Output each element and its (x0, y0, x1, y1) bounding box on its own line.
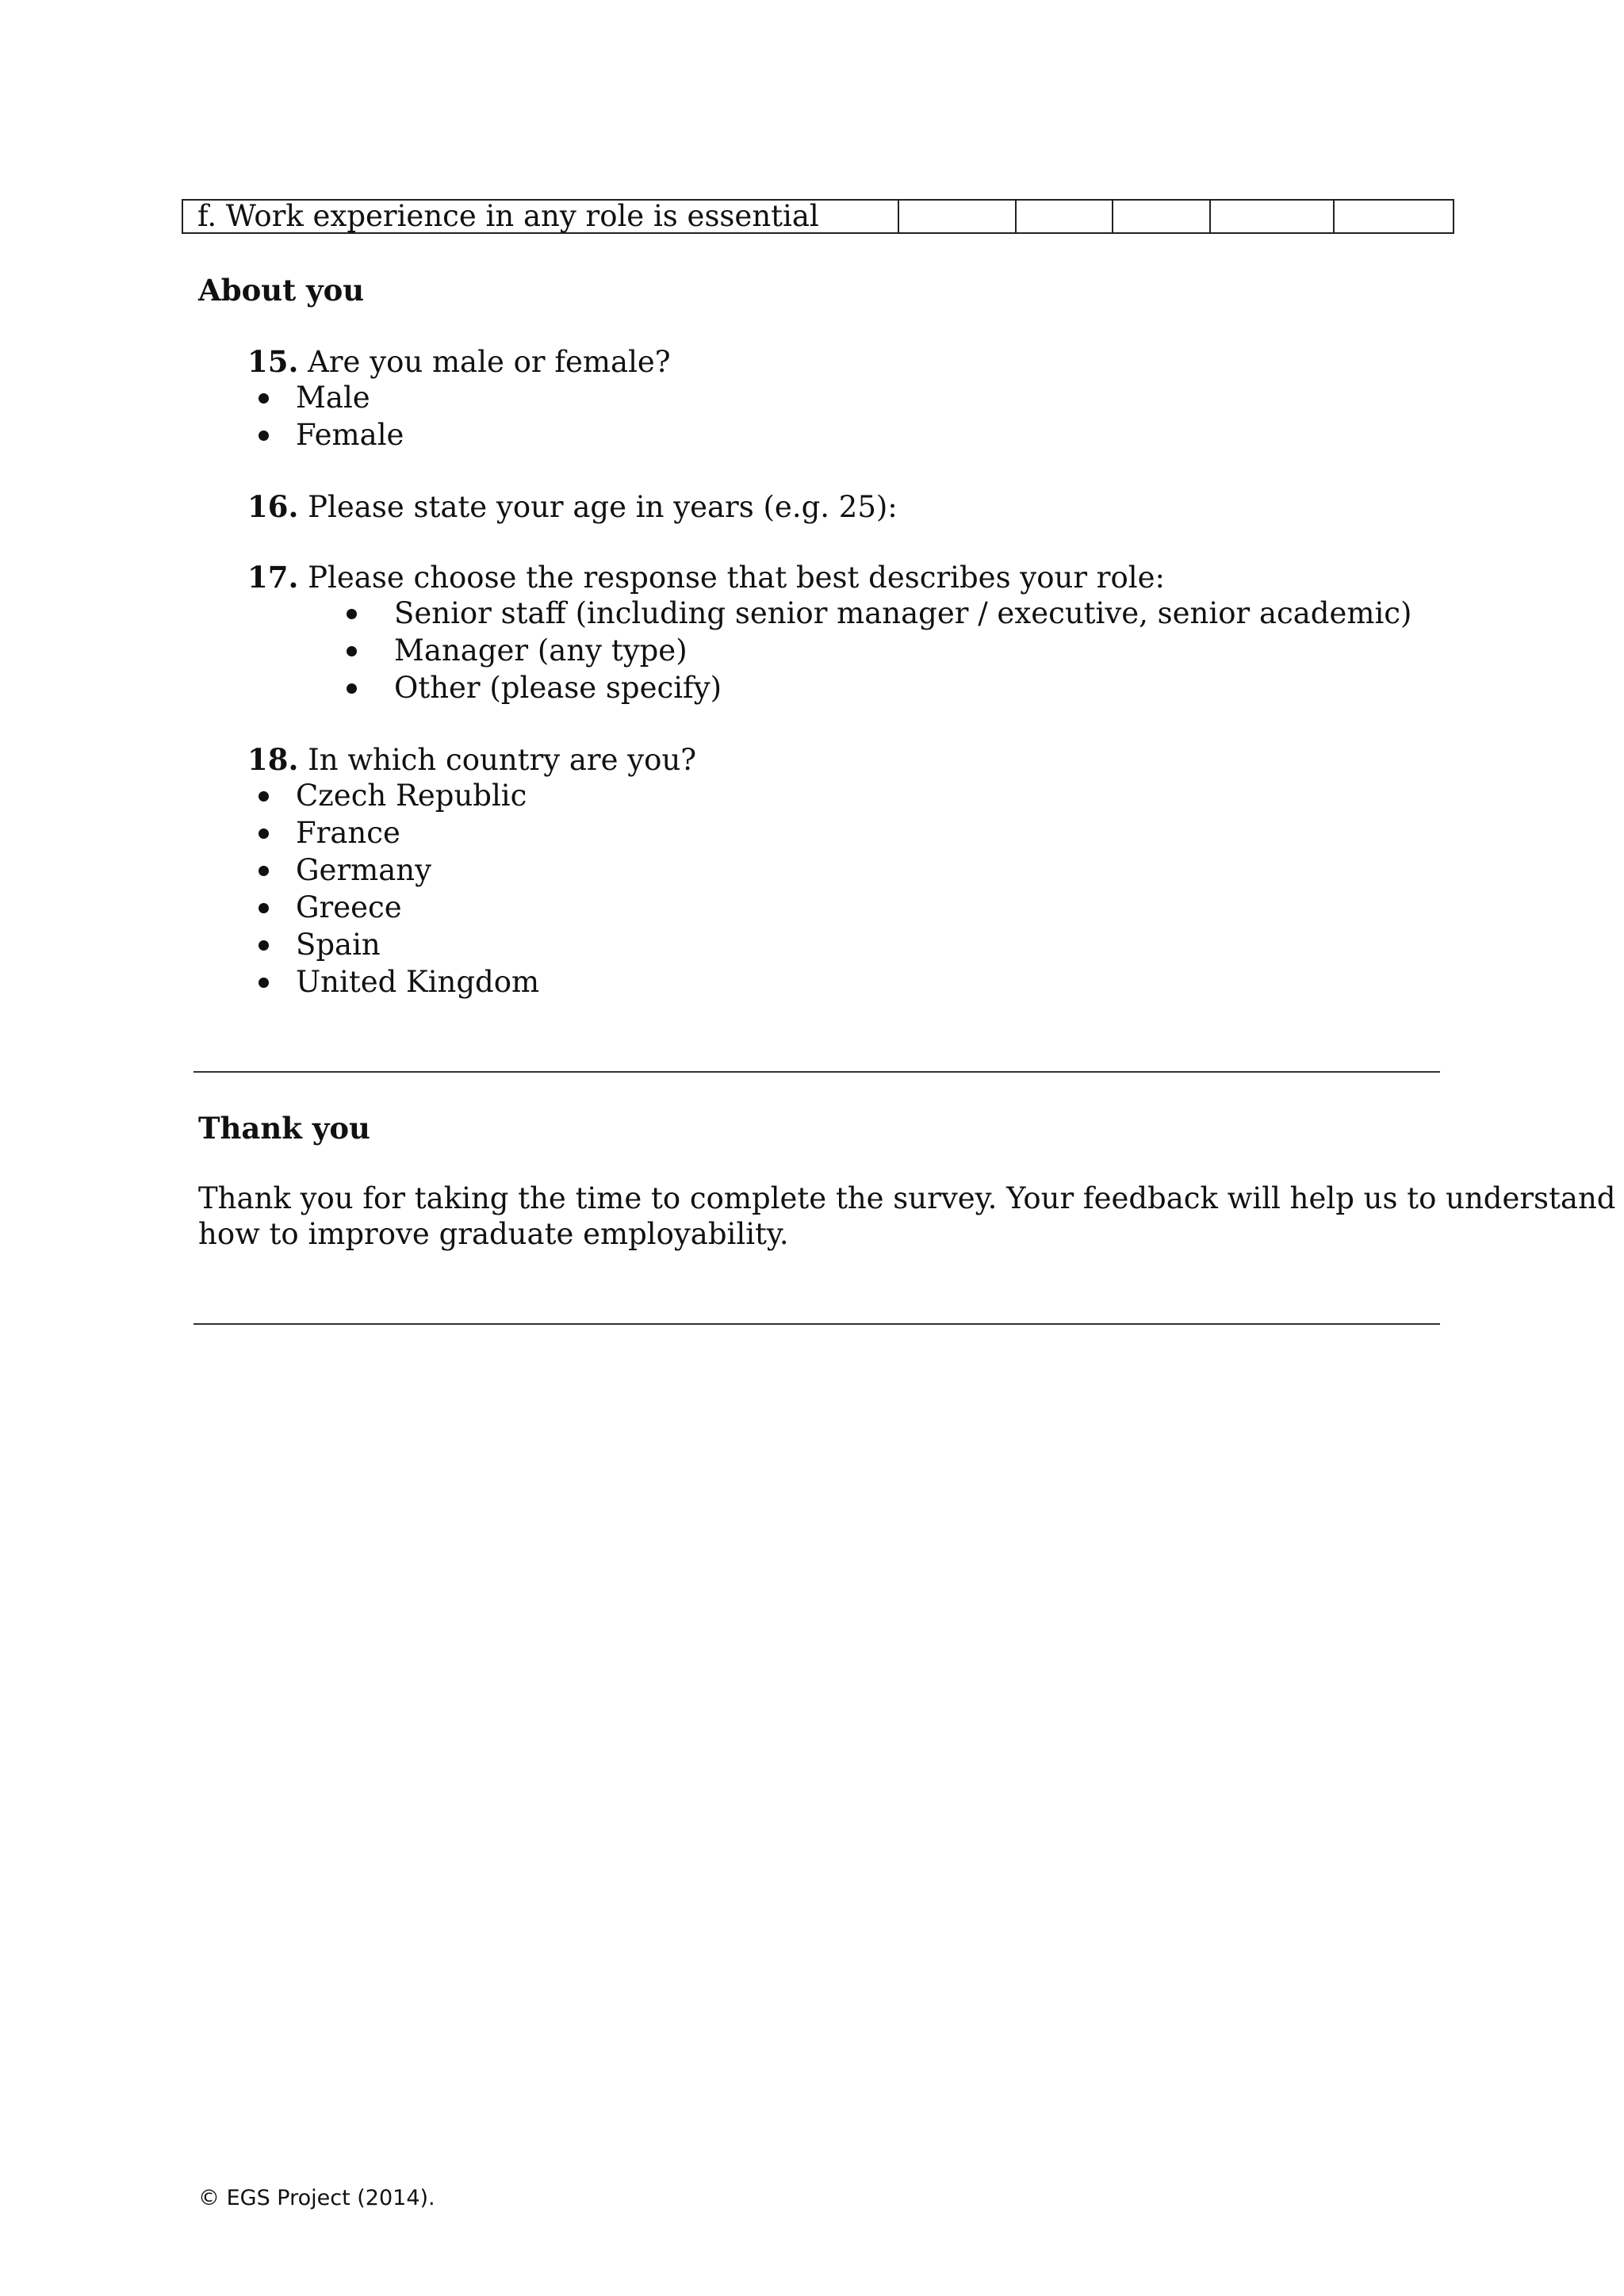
option-germany[interactable]: Germany (296, 853, 432, 887)
question-number: 17. (247, 560, 299, 595)
option-male[interactable]: Male (296, 381, 370, 415)
rating-cell[interactable] (1016, 200, 1113, 233)
question-18 (247, 741, 696, 779)
option-france[interactable]: France (296, 816, 400, 850)
question-text: In which country are you? (308, 743, 697, 777)
question-16 (247, 488, 898, 526)
divider (193, 1323, 1440, 1325)
option-other[interactable]: Other (please specify) (394, 671, 722, 705)
option-manager[interactable]: Manager (any type) (394, 633, 688, 668)
question-15 (247, 343, 671, 381)
thanks-paragraph-line2: how to improve graduate employability. (198, 1217, 789, 1251)
option-czech-republic[interactable]: Czech Republic (296, 779, 527, 813)
bullet-icon (259, 940, 269, 951)
question-number: 18. (247, 742, 299, 777)
row-label: f. Work experience in any role is essential (182, 200, 898, 233)
section-heading-about: About you (198, 273, 365, 308)
bullet-icon (347, 683, 357, 694)
footer-copyright: © EGS Project (2014). (198, 2186, 435, 2210)
question-number: 15. (247, 344, 299, 379)
question-17 (247, 559, 1165, 596)
option-female[interactable]: Female (296, 418, 404, 452)
question-text: Please state your age in years (e.g. 25): (308, 490, 898, 524)
question-number: 16. (247, 489, 299, 524)
bullet-icon (259, 828, 269, 839)
option-greece[interactable]: Greece (296, 890, 402, 924)
rating-table (182, 199, 1454, 234)
rating-cell[interactable] (1113, 200, 1210, 233)
question-text: Please choose the response that best describes your role: (308, 561, 1165, 595)
bullet-icon (259, 791, 269, 802)
bullet-icon (347, 646, 357, 656)
rating-cell[interactable] (898, 200, 1016, 233)
bullet-icon (259, 866, 269, 876)
question-text: Are you male or female? (308, 345, 671, 379)
rating-cell[interactable] (1210, 200, 1334, 233)
bullet-icon (259, 978, 269, 988)
thanks-paragraph-line1: Thank you for taking the time to complete the survey. Your feedback will help us to understand (198, 1181, 1616, 1215)
option-united-kingdom[interactable]: United Kingdom (296, 965, 540, 999)
option-senior-staff[interactable]: Senior staff (including senior manager / executive, senior academic) (394, 596, 1412, 630)
bullet-icon (259, 430, 269, 441)
rating-cell[interactable] (1334, 200, 1454, 233)
bullet-icon (347, 609, 357, 619)
table-row (182, 200, 1454, 233)
bullet-icon (259, 393, 269, 404)
option-spain[interactable]: Spain (296, 928, 381, 962)
bullet-icon (259, 903, 269, 913)
section-heading-thanks: Thank you (198, 1111, 370, 1146)
divider (193, 1071, 1440, 1073)
